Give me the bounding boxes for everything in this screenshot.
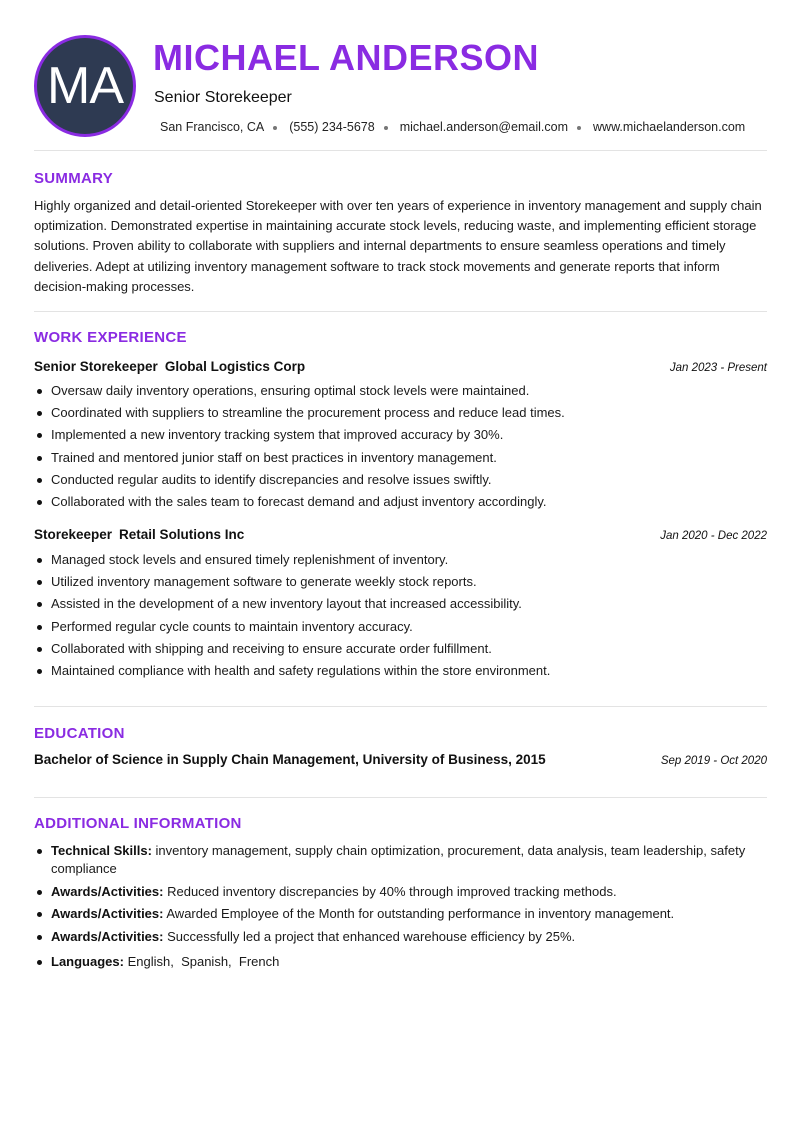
divider bbox=[34, 150, 767, 151]
candidate-title: Senior Storekeeper bbox=[154, 89, 292, 106]
candidate-name: MICHAEL ANDERSON bbox=[153, 37, 540, 78]
list-item: Collaborated with shipping and receiving to ensure accurate order fulfillment. bbox=[34, 640, 767, 658]
info-label: Awards/Activities: bbox=[51, 883, 164, 899]
contact-phone[interactable]: (555) 234-5678 bbox=[289, 120, 375, 134]
list-item: Managed stock levels and ensured timely replenishment of inventory. bbox=[34, 551, 767, 569]
education-degree: Bachelor of Science in Supply Chain Management, University of Business, 2015 bbox=[34, 752, 546, 767]
list-item: Implemented a new inventory tracking system that improved accuracy by 30%. bbox=[34, 426, 767, 444]
job-company: Retail Solutions Inc bbox=[119, 527, 245, 542]
info-text: inventory management, supply chain optimization, procurement, data analysis, team leadership, safety compliance bbox=[51, 843, 746, 876]
job-header bbox=[34, 358, 767, 376]
contact-website[interactable]: www.michaelanderson.com bbox=[593, 120, 746, 134]
info-text: Awarded Employee of the Month for outstanding performance in inventory management. bbox=[166, 906, 675, 921]
list-item bbox=[34, 928, 767, 946]
education-heading: EDUCATION bbox=[34, 725, 125, 742]
job-role: Storekeeper bbox=[34, 527, 113, 542]
list-item: Collaborated with the sales team to forecast demand and adjust inventory accordingly. bbox=[34, 493, 767, 511]
info-label: Awards/Activities: bbox=[51, 906, 164, 921]
job-title-line bbox=[34, 526, 244, 544]
job-dates: Jan 2020 - Dec 2022 bbox=[660, 530, 767, 542]
divider bbox=[34, 311, 767, 312]
education-entry bbox=[34, 752, 767, 767]
list-item: Maintained compliance with health and safety regulations within the store environment. bbox=[34, 662, 767, 680]
list-item: Assisted in the development of a new inventory layout that increased accessibility. bbox=[34, 595, 767, 613]
avatar-initials: MA bbox=[47, 57, 123, 115]
work-experience-heading: WORK EXPERIENCE bbox=[34, 329, 187, 346]
job-bullets bbox=[34, 551, 767, 684]
contact-bar bbox=[160, 120, 745, 134]
list-item: Performed regular cycle counts to maintain inventory accuracy. bbox=[34, 618, 767, 636]
job-title-line bbox=[34, 358, 305, 376]
job-role: Senior Storekeeper bbox=[34, 359, 158, 374]
bullet-separator-icon bbox=[577, 126, 581, 130]
summary-text: Highly organized and detail-oriented Storekeeper with over ten years of experience in inventory management and supply chain optimization. Demonstrated expertise in maintaining accurate stock levels, reducing waste, and implementing efficient storage solutions. Proven ability to collaborate with suppliers and internal departments to ensure seamless operations and timely deliveries. Adept at utilizing inventory management software to track stock movements and generate reports that inform decision-making processes. bbox=[34, 198, 762, 294]
additional-info-list bbox=[34, 842, 767, 975]
info-text: Successfully led a project that enhanced warehouse efficiency by 25%. bbox=[167, 928, 576, 944]
divider bbox=[34, 797, 767, 798]
info-label: Awards/Activities: bbox=[51, 928, 164, 944]
list-item: Oversaw daily inventory operations, ensuring optimal stock levels were maintained. bbox=[34, 382, 767, 400]
contact-location: San Francisco, CA bbox=[160, 120, 265, 134]
list-item bbox=[34, 953, 767, 971]
info-label: Technical Skills: bbox=[51, 843, 152, 858]
list-item bbox=[34, 842, 767, 878]
info-label: Languages: bbox=[51, 953, 124, 969]
additional-info-heading: ADDITIONAL INFORMATION bbox=[34, 815, 242, 832]
info-text: English, Spanish, French bbox=[127, 953, 280, 969]
list-item: Coordinated with suppliers to streamline the procurement process and reduce lead times. bbox=[34, 404, 767, 422]
avatar bbox=[34, 35, 136, 137]
list-item: Trained and mentored junior staff on best practices in inventory management. bbox=[34, 449, 767, 467]
bullet-separator-icon bbox=[384, 126, 388, 130]
info-text: Reduced inventory discrepancies by 40% through improved tracking methods. bbox=[167, 883, 617, 899]
list-item bbox=[34, 883, 767, 901]
summary-heading: SUMMARY bbox=[34, 170, 114, 187]
education-dates: Sep 2019 - Oct 2020 bbox=[660, 755, 767, 767]
list-item bbox=[34, 905, 767, 923]
list-item: Utilized inventory management software to generate weekly stock reports. bbox=[34, 573, 767, 591]
bullet-separator-icon bbox=[273, 126, 277, 130]
job-header bbox=[34, 526, 767, 544]
job-company: Global Logistics Corp bbox=[164, 359, 306, 374]
divider bbox=[34, 706, 767, 707]
list-item: Conducted regular audits to identify discrepancies and resolve issues swiftly. bbox=[34, 471, 767, 489]
job-dates: Jan 2023 - Present bbox=[669, 362, 767, 374]
contact-email[interactable]: michael.anderson@email.com bbox=[399, 120, 569, 134]
job-bullets bbox=[34, 382, 767, 515]
